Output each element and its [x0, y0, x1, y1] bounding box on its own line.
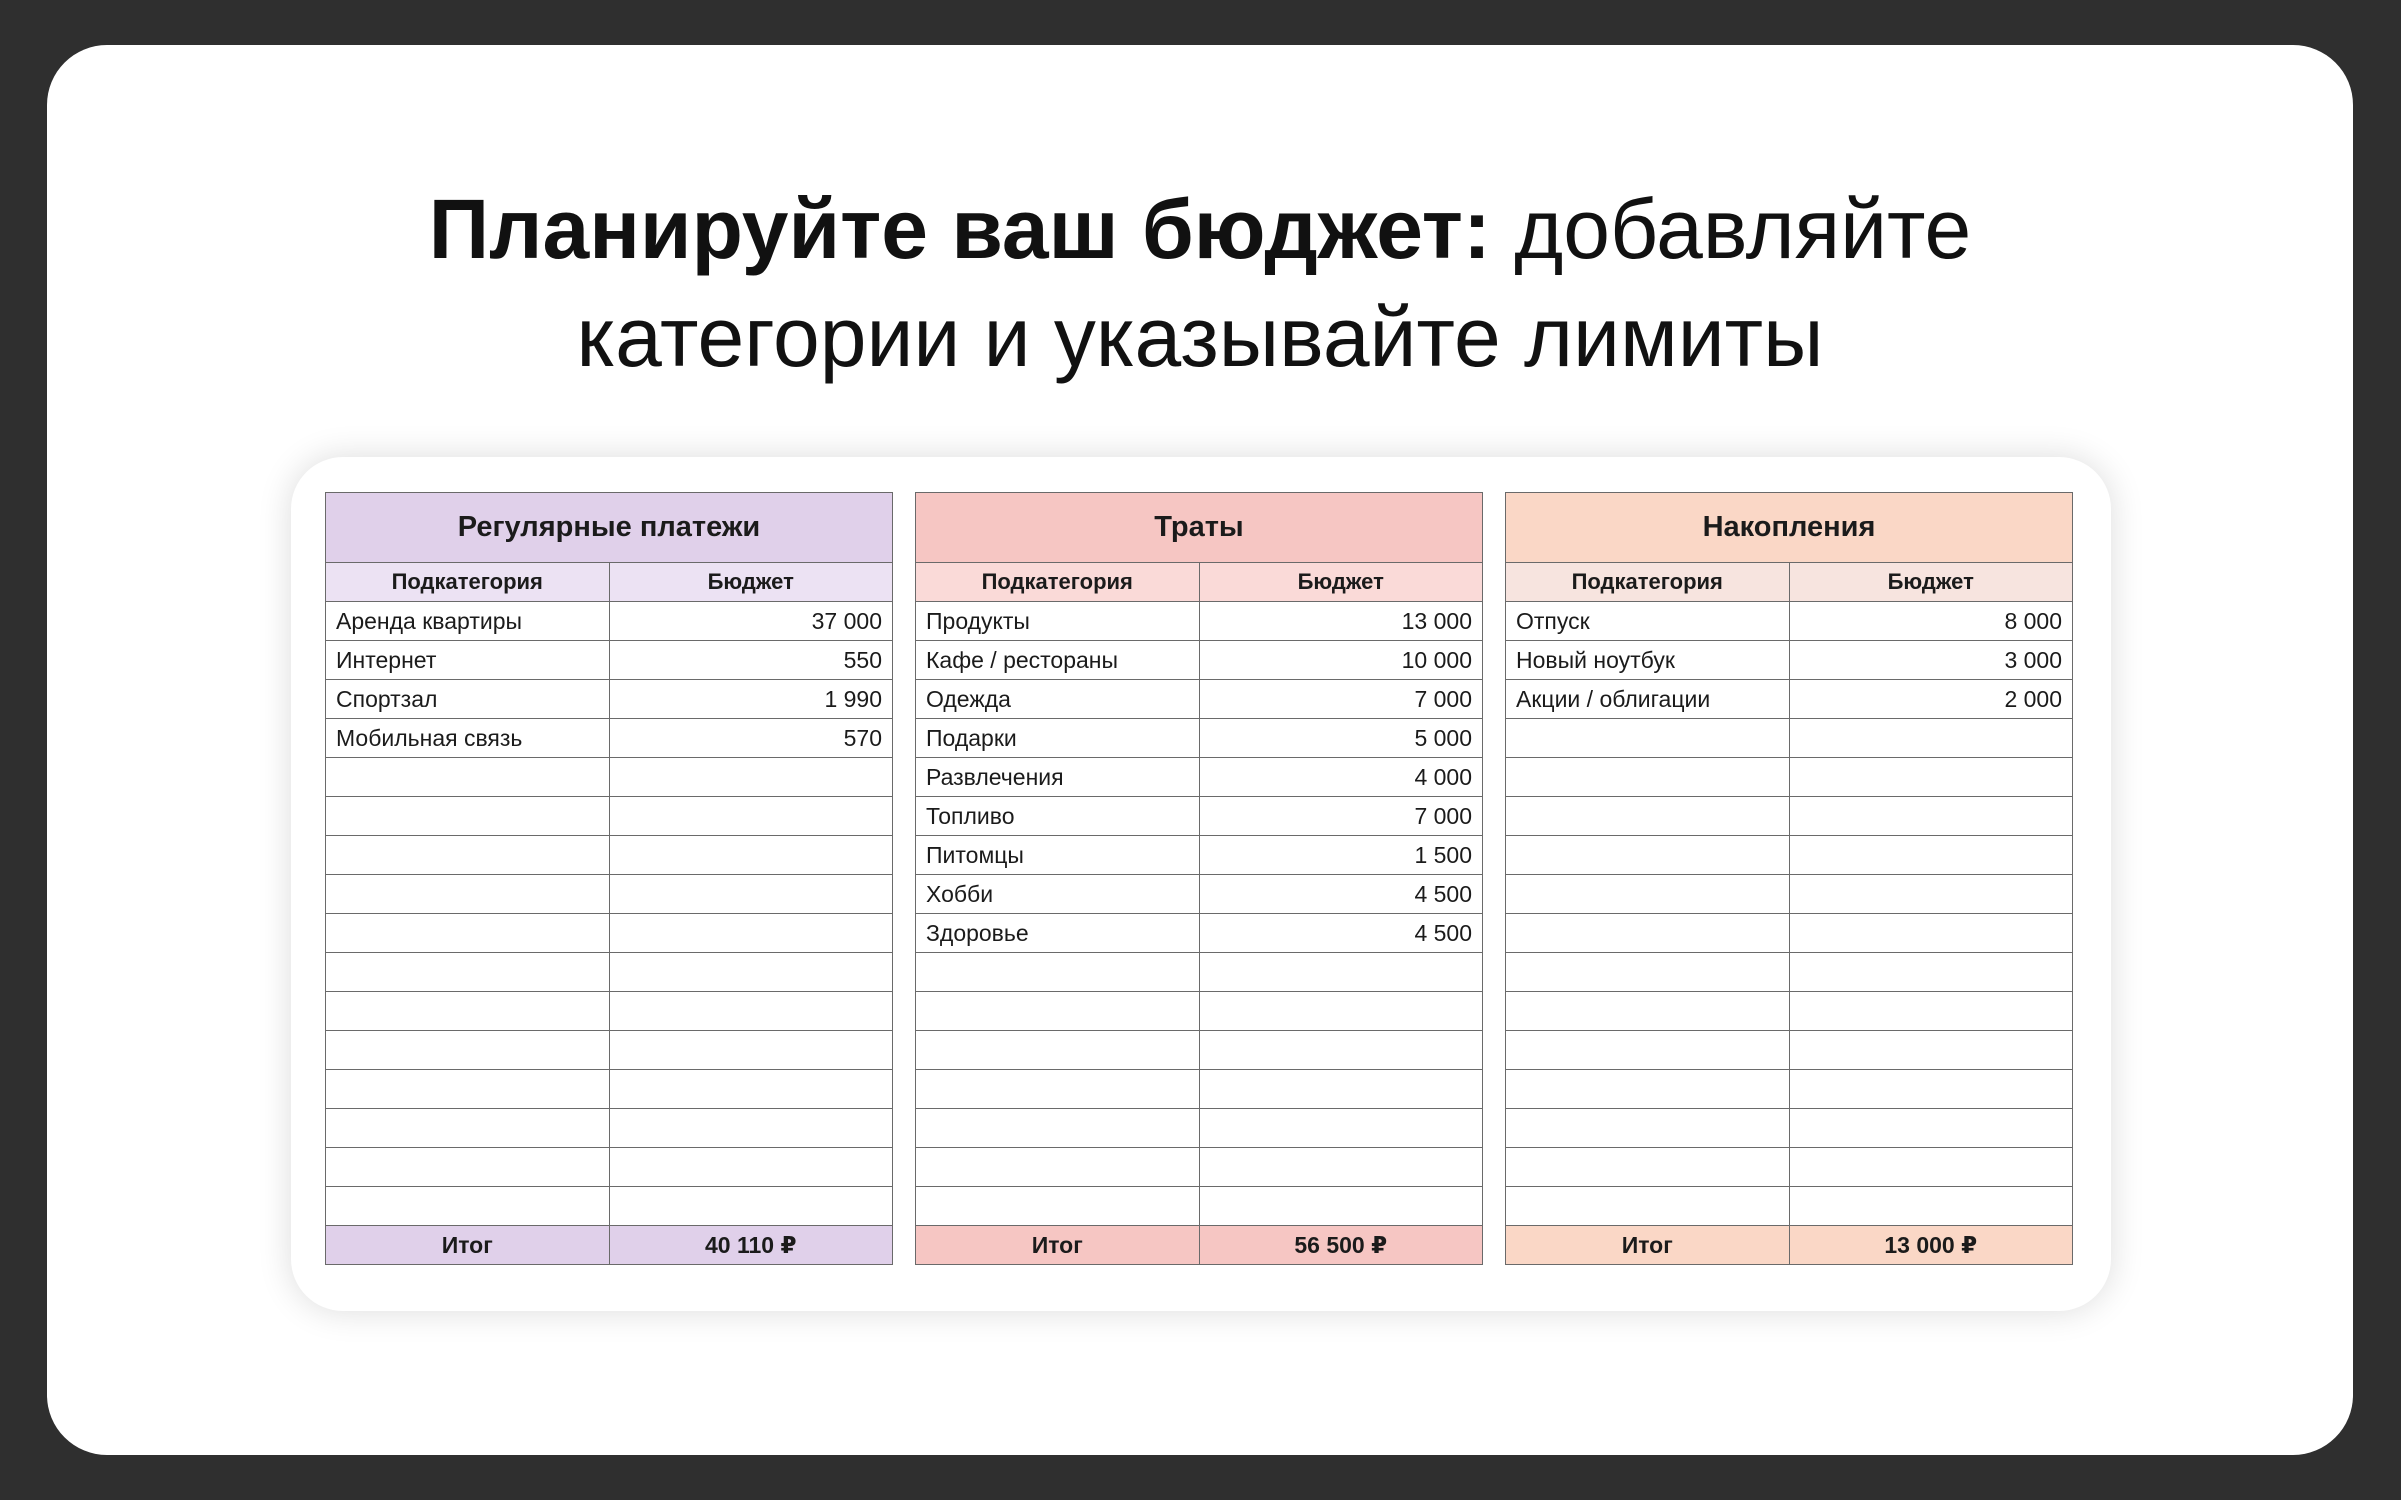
table-row	[326, 1148, 893, 1187]
budget-cell[interactable]: 1 990	[609, 680, 893, 719]
table-expenses	[915, 492, 1483, 1265]
table-title: Накопления	[1506, 493, 2073, 563]
total-label: Итог	[916, 1226, 1200, 1265]
total-row	[326, 1226, 893, 1265]
budget-cell[interactable]	[1199, 992, 1483, 1031]
budget-cell[interactable]	[1789, 992, 2073, 1031]
table-row	[326, 680, 893, 719]
subcategory-cell[interactable]	[1506, 953, 1790, 992]
budget-cell[interactable]	[1789, 1070, 2073, 1109]
subcategory-cell[interactable]: Хобби	[916, 875, 1200, 914]
budget-cell[interactable]	[609, 836, 893, 875]
table-row	[916, 1070, 1483, 1109]
column-header-subcategory: Подкатегория	[916, 563, 1200, 602]
column-header-budget: Бюджет	[1789, 563, 2073, 602]
budget-cell[interactable]	[609, 953, 893, 992]
subcategory-cell[interactable]: Питомцы	[916, 836, 1200, 875]
table-row	[1506, 1031, 2073, 1070]
budget-cell[interactable]	[1789, 1187, 2073, 1226]
budget-cell[interactable]	[1789, 1031, 2073, 1070]
subcategory-cell[interactable]	[326, 797, 610, 836]
table-row	[916, 953, 1483, 992]
budget-cell[interactable]: 2 000	[1789, 680, 2073, 719]
budget-cell[interactable]	[1789, 1109, 2073, 1148]
table-row	[1506, 1187, 2073, 1226]
subcategory-cell[interactable]	[916, 953, 1200, 992]
subcategory-cell[interactable]	[326, 836, 610, 875]
headline	[47, 175, 2353, 391]
subcategory-cell[interactable]: Развлечения	[916, 758, 1200, 797]
subcategory-cell[interactable]: Интернет	[326, 641, 610, 680]
table-row	[916, 680, 1483, 719]
table-row	[1506, 1070, 2073, 1109]
subcategory-cell[interactable]	[916, 1070, 1200, 1109]
budget-cell[interactable]: 13 000	[1199, 602, 1483, 641]
table-row	[916, 836, 1483, 875]
table-row	[1506, 914, 2073, 953]
subcategory-cell[interactable]: Топливо	[916, 797, 1200, 836]
budget-cell[interactable]	[1789, 914, 2073, 953]
subcategory-cell[interactable]: Продукты	[916, 602, 1200, 641]
table-title: Траты	[916, 493, 1483, 563]
budget-cell[interactable]: 570	[609, 719, 893, 758]
total-row	[916, 1226, 1483, 1265]
table-row	[916, 1187, 1483, 1226]
budget-cell[interactable]: 550	[609, 641, 893, 680]
budget-cell[interactable]: 7 000	[1199, 797, 1483, 836]
subcategory-cell[interactable]	[326, 1070, 610, 1109]
subcategory-cell[interactable]	[1506, 1109, 1790, 1148]
budget-cell[interactable]	[1199, 1031, 1483, 1070]
table-row	[916, 719, 1483, 758]
table-row	[326, 1187, 893, 1226]
table-row	[916, 1148, 1483, 1187]
subcategory-cell[interactable]: Здоровье	[916, 914, 1200, 953]
subcategory-cell[interactable]	[916, 1109, 1200, 1148]
subcategory-cell[interactable]	[1506, 1148, 1790, 1187]
total-value: 13 000 ₽	[1789, 1226, 2073, 1265]
budget-cell[interactable]	[1199, 1187, 1483, 1226]
budget-cell[interactable]	[609, 875, 893, 914]
subcategory-cell[interactable]	[326, 1148, 610, 1187]
table-row	[1506, 758, 2073, 797]
subcategory-cell[interactable]	[1506, 1070, 1790, 1109]
table-row	[326, 875, 893, 914]
total-value: 56 500 ₽	[1199, 1226, 1483, 1265]
table-savings	[1505, 492, 2073, 1265]
subcategory-cell[interactable]: Кафе / рестораны	[916, 641, 1200, 680]
subcategory-cell[interactable]	[326, 1109, 610, 1148]
budget-cell[interactable]: 10 000	[1199, 641, 1483, 680]
table-row	[326, 1031, 893, 1070]
budget-cell[interactable]	[1789, 719, 2073, 758]
subcategory-cell[interactable]: Акции / облигации	[1506, 680, 1790, 719]
subcategory-cell[interactable]	[1506, 914, 1790, 953]
subcategory-cell[interactable]	[1506, 758, 1790, 797]
subcategory-cell[interactable]	[326, 992, 610, 1031]
budget-cell[interactable]: 1 500	[1199, 836, 1483, 875]
budget-cell[interactable]	[609, 1031, 893, 1070]
table-row	[326, 719, 893, 758]
table-row	[916, 797, 1483, 836]
budget-cell[interactable]	[1199, 1070, 1483, 1109]
subcategory-cell[interactable]	[326, 914, 610, 953]
subcategory-cell[interactable]	[326, 875, 610, 914]
budget-cell[interactable]	[609, 914, 893, 953]
budget-cell[interactable]	[609, 797, 893, 836]
table-title: Регулярные платежи	[326, 493, 893, 563]
table-regular-payments	[325, 492, 893, 1265]
subcategory-cell[interactable]	[916, 992, 1200, 1031]
table-row	[1506, 953, 2073, 992]
subcategory-cell[interactable]	[326, 1187, 610, 1226]
subcategory-cell[interactable]	[1506, 797, 1790, 836]
budget-cell[interactable]	[1199, 1148, 1483, 1187]
budget-cell[interactable]: 5 000	[1199, 719, 1483, 758]
subcategory-cell[interactable]	[326, 953, 610, 992]
total-label: Итог	[1506, 1226, 1790, 1265]
subcategory-cell[interactable]: Спортзал	[326, 680, 610, 719]
budget-cell[interactable]: 8 000	[1789, 602, 2073, 641]
slide	[47, 45, 2353, 1455]
subcategory-cell[interactable]	[326, 1031, 610, 1070]
table-row	[326, 914, 893, 953]
subcategory-cell[interactable]	[916, 1031, 1200, 1070]
table-row	[1506, 719, 2073, 758]
total-row	[1506, 1226, 2073, 1265]
table-row	[916, 992, 1483, 1031]
budget-cell[interactable]	[609, 1148, 893, 1187]
budget-cell[interactable]: 4 500	[1199, 914, 1483, 953]
table-row	[326, 1070, 893, 1109]
column-header-budget: Бюджет	[609, 563, 893, 602]
column-header-budget: Бюджет	[1199, 563, 1483, 602]
subcategory-cell[interactable]	[1506, 875, 1790, 914]
budget-cell[interactable]	[1199, 953, 1483, 992]
budget-cell[interactable]: 7 000	[1199, 680, 1483, 719]
budget-cell[interactable]	[1789, 875, 2073, 914]
subcategory-cell[interactable]: Отпуск	[1506, 602, 1790, 641]
table-row	[1506, 641, 2073, 680]
budget-cell[interactable]	[609, 1070, 893, 1109]
table-row	[916, 914, 1483, 953]
table-row	[1506, 1148, 2073, 1187]
subcategory-cell[interactable]	[326, 758, 610, 797]
headline-line-2: категории и указывайте лимиты	[576, 290, 1824, 384]
budget-cell[interactable]	[1789, 836, 2073, 875]
headline-bold: Планируйте ваш бюджет:	[428, 182, 1491, 276]
budget-cell[interactable]: 37 000	[609, 602, 893, 641]
subcategory-cell[interactable]	[1506, 1031, 1790, 1070]
subcategory-cell[interactable]	[1506, 1187, 1790, 1226]
budget-cell[interactable]: 3 000	[1789, 641, 2073, 680]
budget-cell[interactable]	[609, 1187, 893, 1226]
table-row	[326, 641, 893, 680]
table-row	[916, 1031, 1483, 1070]
budget-cell[interactable]	[609, 758, 893, 797]
subcategory-cell[interactable]: Мобильная связь	[326, 719, 610, 758]
table-row	[916, 758, 1483, 797]
subcategory-cell[interactable]: Новый ноутбук	[1506, 641, 1790, 680]
headline-rest: добавляйте	[1490, 182, 1972, 276]
subcategory-cell[interactable]: Аренда квартиры	[326, 602, 610, 641]
subcategory-cell[interactable]	[1506, 719, 1790, 758]
subcategory-cell[interactable]: Одежда	[916, 680, 1200, 719]
table-row	[326, 758, 893, 797]
table-row	[1506, 602, 2073, 641]
column-header-subcategory: Подкатегория	[326, 563, 610, 602]
table-row	[326, 797, 893, 836]
table-row	[1506, 1109, 2073, 1148]
budget-cell[interactable]	[1789, 758, 2073, 797]
table-row	[326, 953, 893, 992]
subcategory-cell[interactable]	[1506, 992, 1790, 1031]
table-row	[1506, 797, 2073, 836]
table-row	[916, 641, 1483, 680]
budget-cell[interactable]	[1789, 953, 2073, 992]
subcategory-cell[interactable]	[1506, 836, 1790, 875]
column-header-subcategory: Подкатегория	[1506, 563, 1790, 602]
table-row	[916, 875, 1483, 914]
table-row	[1506, 875, 2073, 914]
subcategory-cell[interactable]: Подарки	[916, 719, 1200, 758]
table-row	[1506, 992, 2073, 1031]
table-row	[326, 992, 893, 1031]
table-row	[1506, 836, 2073, 875]
budget-cell[interactable]: 4 500	[1199, 875, 1483, 914]
table-row	[326, 1109, 893, 1148]
subcategory-cell[interactable]	[916, 1187, 1200, 1226]
table-row	[326, 836, 893, 875]
headline-line-1	[47, 175, 2353, 283]
table-row	[916, 1109, 1483, 1148]
subcategory-cell[interactable]	[916, 1148, 1200, 1187]
table-row	[916, 602, 1483, 641]
budget-tables	[325, 492, 2073, 1265]
table-row	[1506, 680, 2073, 719]
total-label: Итог	[326, 1226, 610, 1265]
budget-card	[291, 457, 2111, 1311]
total-value: 40 110 ₽	[609, 1226, 893, 1265]
budget-cell[interactable]	[609, 992, 893, 1031]
budget-cell[interactable]	[1789, 797, 2073, 836]
table-row	[326, 602, 893, 641]
budget-cell[interactable]: 4 000	[1199, 758, 1483, 797]
budget-cell[interactable]	[609, 1109, 893, 1148]
budget-cell[interactable]	[1789, 1148, 2073, 1187]
budget-cell[interactable]	[1199, 1109, 1483, 1148]
